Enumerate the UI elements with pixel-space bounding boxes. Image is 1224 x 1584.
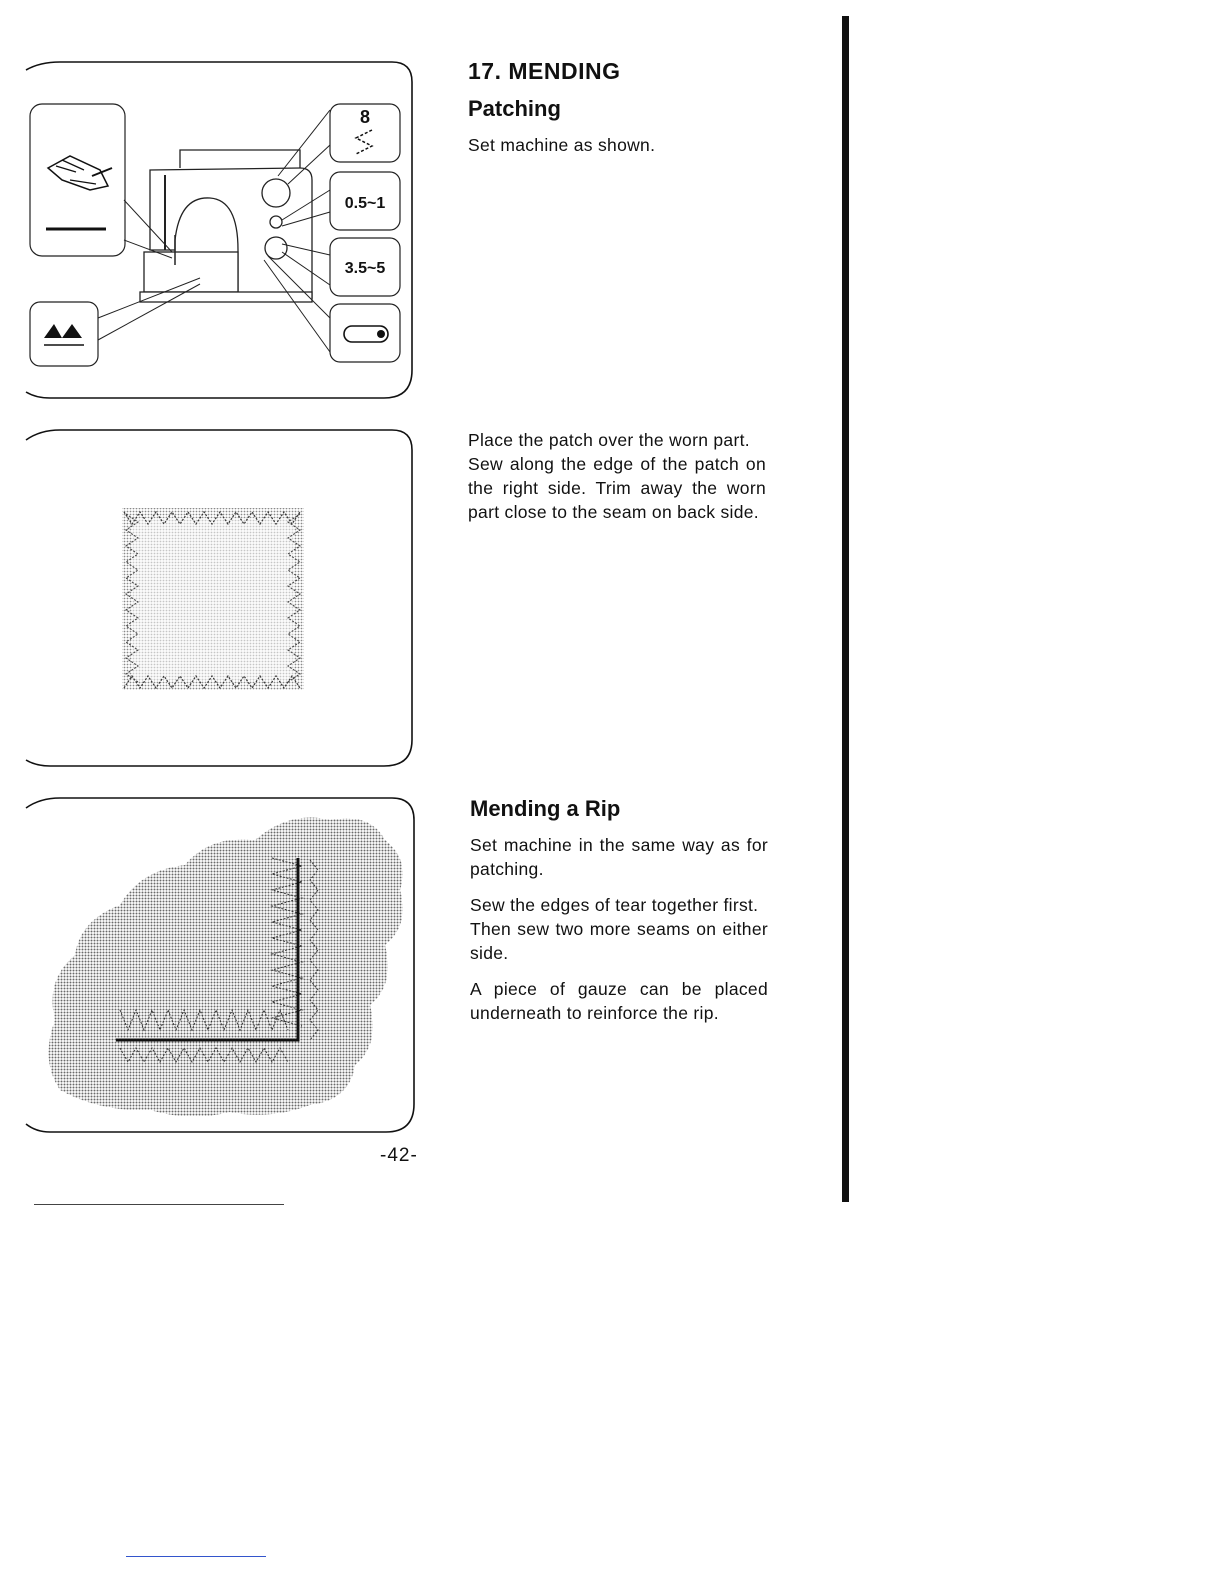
footer-rule: [126, 1556, 266, 1557]
patching-step-1: Place the patch over the worn part.: [468, 430, 750, 450]
pattern-number-label: 8: [359, 107, 371, 127]
rip-instructions: [470, 833, 768, 1025]
rip-paragraph-3: Then sew two more seams on either side.: [470, 919, 768, 963]
sewing-machine: [140, 150, 312, 302]
stitch-width-label: 3.5~5: [344, 260, 386, 277]
margin-bar: [842, 16, 849, 1202]
page-number: -42-: [380, 1145, 418, 1166]
feed-dog-up-icon: [30, 302, 98, 366]
section-title: 17. MENDING: [468, 58, 621, 84]
pattern-selector-box: [330, 104, 400, 162]
rip-paragraph-4: A piece of gauze can be placed underneath to reinforce the rip.: [470, 979, 768, 1023]
stitch-length-label: 0.5~1: [344, 195, 386, 212]
rip-paragraph-2: Sew the edges of tear together first.: [470, 895, 759, 915]
patching-instructions: [468, 428, 766, 524]
patching-heading: Patching: [468, 96, 561, 121]
rip-paragraph-1: Set machine in the same way as for patching.: [470, 835, 768, 879]
patch-illustration: [122, 508, 304, 690]
stitch-width-box: [330, 238, 400, 296]
needle-position-box: [330, 304, 400, 362]
rip-heading: Mending a Rip: [470, 796, 621, 821]
needle-position-icon: [377, 330, 385, 338]
rip-illustration: [49, 818, 403, 1117]
patching-step-2: Sew along the edge of the patch on the right side. Trim away the worn part close to the seam on back side.: [468, 454, 766, 522]
bottom-rule: [34, 1204, 284, 1205]
presser-foot-icon: [30, 104, 125, 256]
patching-intro: Set machine as shown.: [468, 135, 656, 155]
stitch-length-box: [330, 172, 400, 230]
